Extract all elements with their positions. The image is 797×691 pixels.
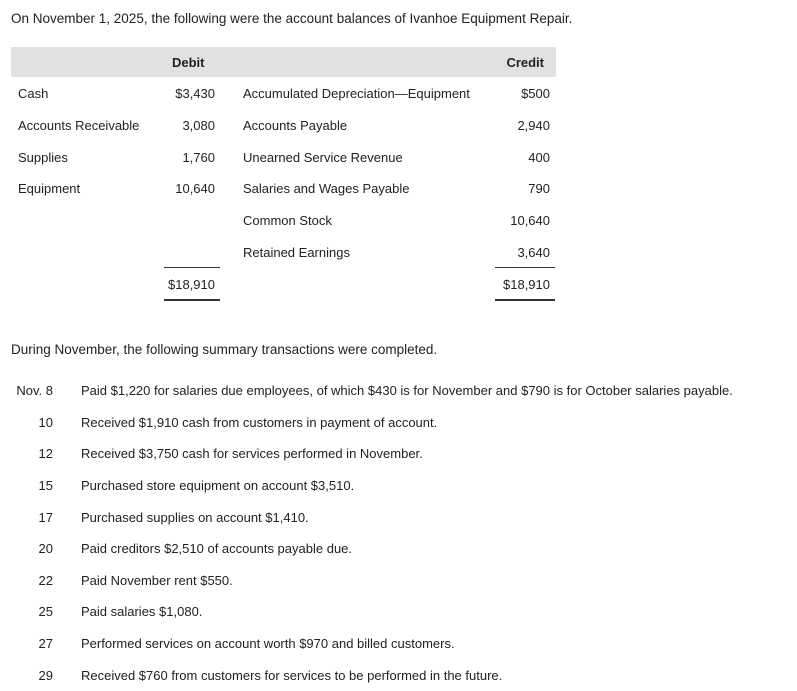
debit-amount: $3,430 xyxy=(175,86,215,101)
transaction-description: Received $1,910 cash from customers in payment of account. xyxy=(81,415,438,430)
credit-amount: 790 xyxy=(528,181,550,196)
credit-total-underline xyxy=(495,299,555,301)
debit-account: Accounts Receivable xyxy=(18,118,140,133)
transaction-description: Purchased supplies on account $1,410. xyxy=(81,510,309,525)
transaction-row xyxy=(0,668,797,688)
credit-amount: 10,640 xyxy=(510,213,550,228)
transactions-intro: During November, the following summary transactions were completed. xyxy=(11,342,438,357)
debit-total-underline xyxy=(164,299,220,301)
transaction-date: Nov. 8 xyxy=(16,383,53,398)
credit-account: Accounts Payable xyxy=(243,118,348,133)
transaction-row xyxy=(0,636,797,656)
debit-sum-rule xyxy=(164,267,220,268)
transaction-row xyxy=(0,604,797,624)
debit-amount: 3,080 xyxy=(182,118,215,133)
transaction-date: 27 xyxy=(38,636,53,651)
debit-account: Supplies xyxy=(18,150,68,165)
debit-amount: 10,640 xyxy=(175,181,215,196)
credit-amount: 2,940 xyxy=(517,118,550,133)
credit-account: Unearned Service Revenue xyxy=(243,150,403,165)
debit-header: Debit xyxy=(172,55,205,70)
debit-account: Equipment xyxy=(18,181,81,196)
credit-account: Common Stock xyxy=(243,213,332,228)
transaction-row xyxy=(0,383,797,403)
intro-text: On November 1, 2025, the following were the account balances of Ivanhoe Equipment Repair. xyxy=(11,11,573,26)
transaction-row xyxy=(0,478,797,498)
credit-account: Retained Earnings xyxy=(243,245,350,260)
transaction-date: 29 xyxy=(38,668,53,683)
credit-amount: $500 xyxy=(521,86,550,101)
credit-account: Accumulated Depreciation—Equipment xyxy=(243,86,470,101)
transaction-date: 10 xyxy=(38,415,53,430)
credit-sum-rule xyxy=(495,267,555,268)
transaction-row xyxy=(0,446,797,466)
transaction-date: 15 xyxy=(38,478,53,493)
transaction-description: Paid salaries $1,080. xyxy=(81,604,203,619)
transaction-row xyxy=(0,510,797,530)
debit-account: Cash xyxy=(18,86,49,101)
transaction-row xyxy=(0,573,797,593)
credit-total: $18,910 xyxy=(503,277,550,292)
transaction-date: 12 xyxy=(38,446,53,461)
debit-total: $18,910 xyxy=(168,277,215,292)
credit-amount: 3,640 xyxy=(517,245,550,260)
transaction-description: Paid November rent $550. xyxy=(81,573,233,588)
transaction-date: 22 xyxy=(38,573,53,588)
credit-account: Salaries and Wages Payable xyxy=(243,181,410,196)
transaction-row xyxy=(0,541,797,561)
debit-amount: 1,760 xyxy=(182,150,215,165)
transaction-description: Performed services on account worth $970 and billed customers. xyxy=(81,636,455,651)
credit-header: Credit xyxy=(506,55,544,70)
transaction-description: Paid creditors $2,510 of accounts payable due. xyxy=(81,541,353,556)
transaction-date: 20 xyxy=(38,541,53,556)
account-balances-table xyxy=(11,47,556,307)
transaction-description: Received $3,750 cash for services performed in November. xyxy=(81,446,423,461)
transaction-description: Received $760 from customers for services to be performed in the future. xyxy=(81,668,503,683)
table-header xyxy=(11,47,556,77)
transaction-description: Paid $1,220 for salaries due employees, of which $430 is for November and $790 is for October salaries payable. xyxy=(81,383,733,398)
transaction-row xyxy=(0,415,797,435)
transaction-date: 17 xyxy=(38,510,53,525)
transaction-description: Purchased store equipment on account $3,510. xyxy=(81,478,355,493)
credit-amount: 400 xyxy=(528,150,550,165)
transaction-date: 25 xyxy=(38,604,53,619)
